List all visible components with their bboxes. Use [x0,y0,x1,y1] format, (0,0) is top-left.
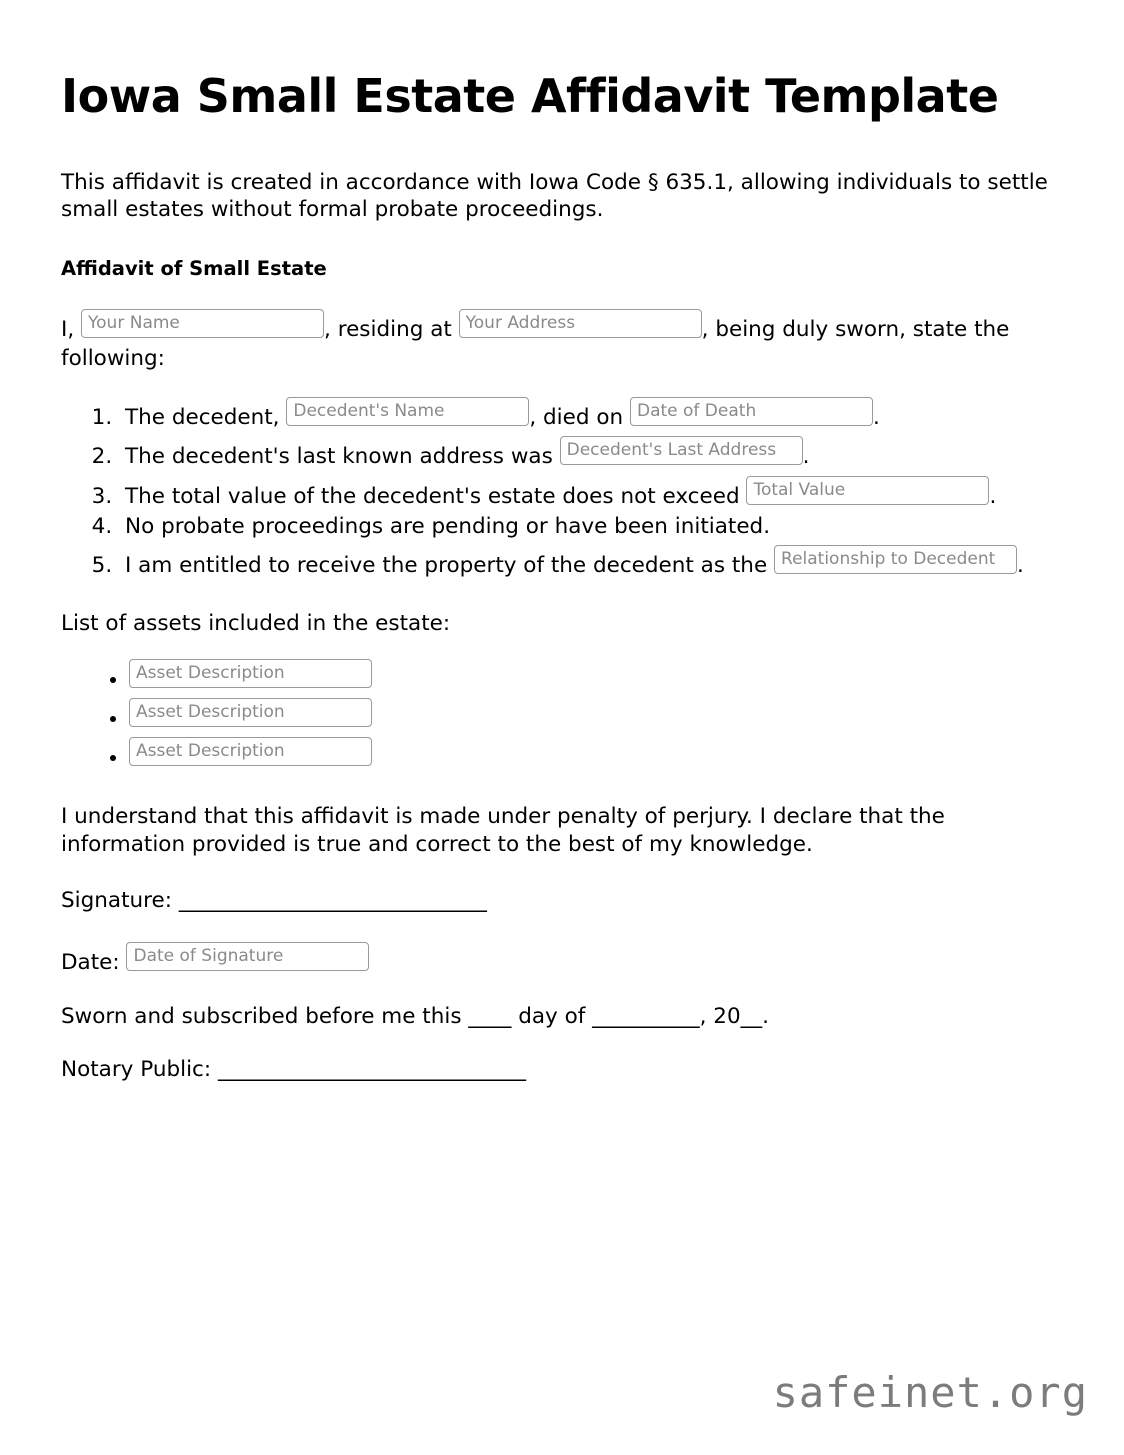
assets-list [61,657,1063,772]
claim-3-text-after: . [989,483,997,509]
claim-1-text-middle: , died on [529,404,624,430]
lead-prefix-text: I, [61,316,75,342]
claim-2-text-after: . [802,444,810,470]
claim-1-text-before: The decedent, [125,404,280,430]
notary-label: Notary Public: [61,1057,212,1083]
claim-1-text-after: . [872,404,880,430]
claim-item-entitlement [119,543,1063,580]
decedent-name-input[interactable]: Decedent's Name [286,397,529,426]
claims-list [61,395,1063,581]
notary-blank[interactable]: ______________________________ [217,1057,526,1083]
claim-item-decedent-died [119,395,1063,432]
signature-label: Signature: [61,888,172,914]
your-name-input[interactable]: Your Name [81,309,324,338]
date-label: Date: [61,950,120,976]
list-item [129,696,1063,734]
intro-paragraph: This affidavit is created in accordance with Iowa Code § 635.1, allowing individuals to settle small estates without formal probate proceedings. [61,169,1048,223]
claim-2-text-before: The decedent's last known address was [125,444,553,470]
sworn-statement: Sworn and subscribed before me this ____ day of __________, 20__. [61,1004,769,1030]
site-watermark: safeinet.org [772,1368,1088,1417]
claim-item-no-probate [119,513,1063,541]
asset-description-input-1[interactable]: Asset Description [129,659,372,688]
claim-item-total-value [119,474,1063,511]
asset-description-input-2[interactable]: Asset Description [129,698,372,727]
relationship-to-decedent-input[interactable]: Relationship to Decedent [774,545,1017,574]
lead-paragraph [61,307,1063,373]
lead-suffix-text: , being duly sworn, state the following: [61,316,1010,372]
claim-4-text-before: No probate proceedings are pending or have been initiated. [125,514,771,540]
perjury-statement: I understand that this affidavit is made under penalty of perjury. I declare that the information provided is true and correct to the best of my knowledge. [61,804,945,858]
page-title: Iowa Small Estate Affidavit Template [61,69,999,123]
total-value-input[interactable]: Total Value [746,476,989,505]
claim-5-text-after: . [1017,553,1024,579]
notary-public-line [61,1057,1063,1082]
signature-blank[interactable]: ______________________________ [178,888,487,914]
claim-5-text-before: I am entitled to receive the property of the decedent as the [125,553,768,579]
date-of-death-input[interactable]: Date of Death [630,397,873,426]
your-address-input[interactable]: Your Address [459,309,702,338]
assets-label: List of assets included in the estate: [61,610,451,636]
claim-item-last-known-address [119,434,1063,471]
signature-line [61,888,1063,913]
signature-date-line [61,940,1063,975]
list-item [129,735,1063,773]
asset-description-input-3[interactable]: Asset Description [129,737,372,766]
claim-3-text-before: The total value of the decedent's estate does not exceed [125,483,740,509]
list-item [129,657,1063,695]
lead-middle-text: , residing at [324,316,452,342]
date-of-signature-input[interactable]: Date of Signature [126,942,369,971]
section-heading-affidavit: Affidavit of Small Estate [61,256,327,280]
decedent-last-address-input[interactable]: Decedent's Last Address [560,436,803,465]
